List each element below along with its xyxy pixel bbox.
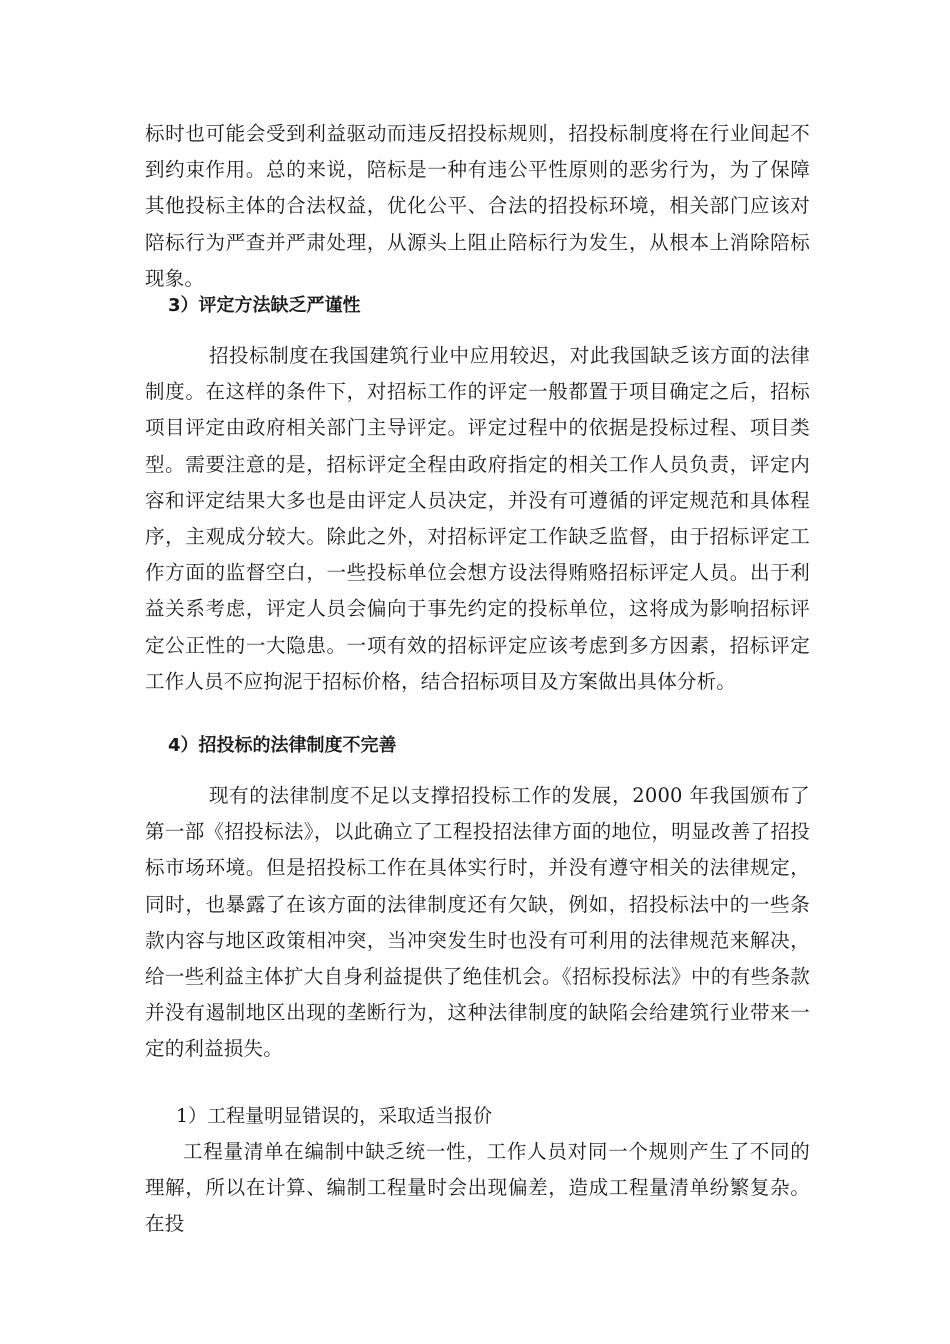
subheading-quantity-errors: 1）工程量明显错误的，采取适当报价 (176, 1105, 493, 1127)
paragraph-legal-system (145, 778, 810, 1068)
section-heading-evaluation-method: 3）评定方法缺乏严谨性 (168, 295, 361, 316)
section-heading-legal-system: 4）招投标的法律制度不完善 (168, 735, 397, 756)
paragraph-text: 标时也可能会受到利益驱动而违反招投标规则，招投标制度将在行业间起不到约束作用。总的来说，陪标是一种有违公平性原则的恶劣行为，为了保障其他投标主体的合法权益，优化公平、合法的招投标环境，相关部门应该对陪标行为严查并严肃处理，从源头上阻止陪标行为发生，从根本上消除陪标现象。 (145, 122, 810, 290)
paragraph-collusive-bidding (145, 116, 810, 297)
paragraph-quantity-list (145, 1134, 810, 1243)
paragraph-text: 招投标制度在我国建筑行业中应用较迟，对此我国缺乏该方面的法律制度。在这样的条件下，对招标工作的评定一般都置于项目确定之后，招标项目评定由政府相关部门主导评定。评定过程中的依据是投标过程、项目类型。需要注意的是，招标评定全程由政府指定的相关工作人员负责，评定内容和评定结果大多也是由评定人员决定，并没有可遵循的评定规范和具体程序，主观成分较大。除此之外，对招标评定工作缺乏监督，由于招标评定工作方面的监督空白，一些投标单位会想方设法得贿赂招标评定人员。出于利益关系考虑，评定人员会偏向于事先约定的投标单位，这将成为影响招标评定公正性的一大隐患。一项有效的招标评定应该考虑到多方因素，招标评定工作人员不应拘泥于招标价格，结合招标项目及方案做出具体分析。 (145, 344, 810, 693)
paragraph-text: 工程量清单在编制中缺乏统一性，工作人员对同一个规则产生了不同的理解，所以在计算、编制工程量时会出现偏差，造成工程量清单纷繁复杂。在投 (145, 1140, 810, 1236)
paragraph-text: 现有的法律制度不足以支撑招投标工作的发展，2000 年我国颁布了第一部《招投标法》，以此确立了工程投招法律方面的地位，明显改善了招投标市场环境。但是招投标工作在具体实行时，并没有遵守相关的法律规定，同时，也暴露了在该方面的法律制度还有欠缺，例如，招投标法中的一些条款内容与地区政策相冲突，当冲突发生时也没有可利用的法律规范来解决，给一些利益主体扩大自身利益提供了绝佳机会。《招标投标法》中的有些条款并没有遏制地区出现的垄断行为，这种法律制度的缺陷会给建筑行业带来一定的利益损失。 (145, 784, 810, 1061)
paragraph-evaluation-method (145, 338, 810, 700)
